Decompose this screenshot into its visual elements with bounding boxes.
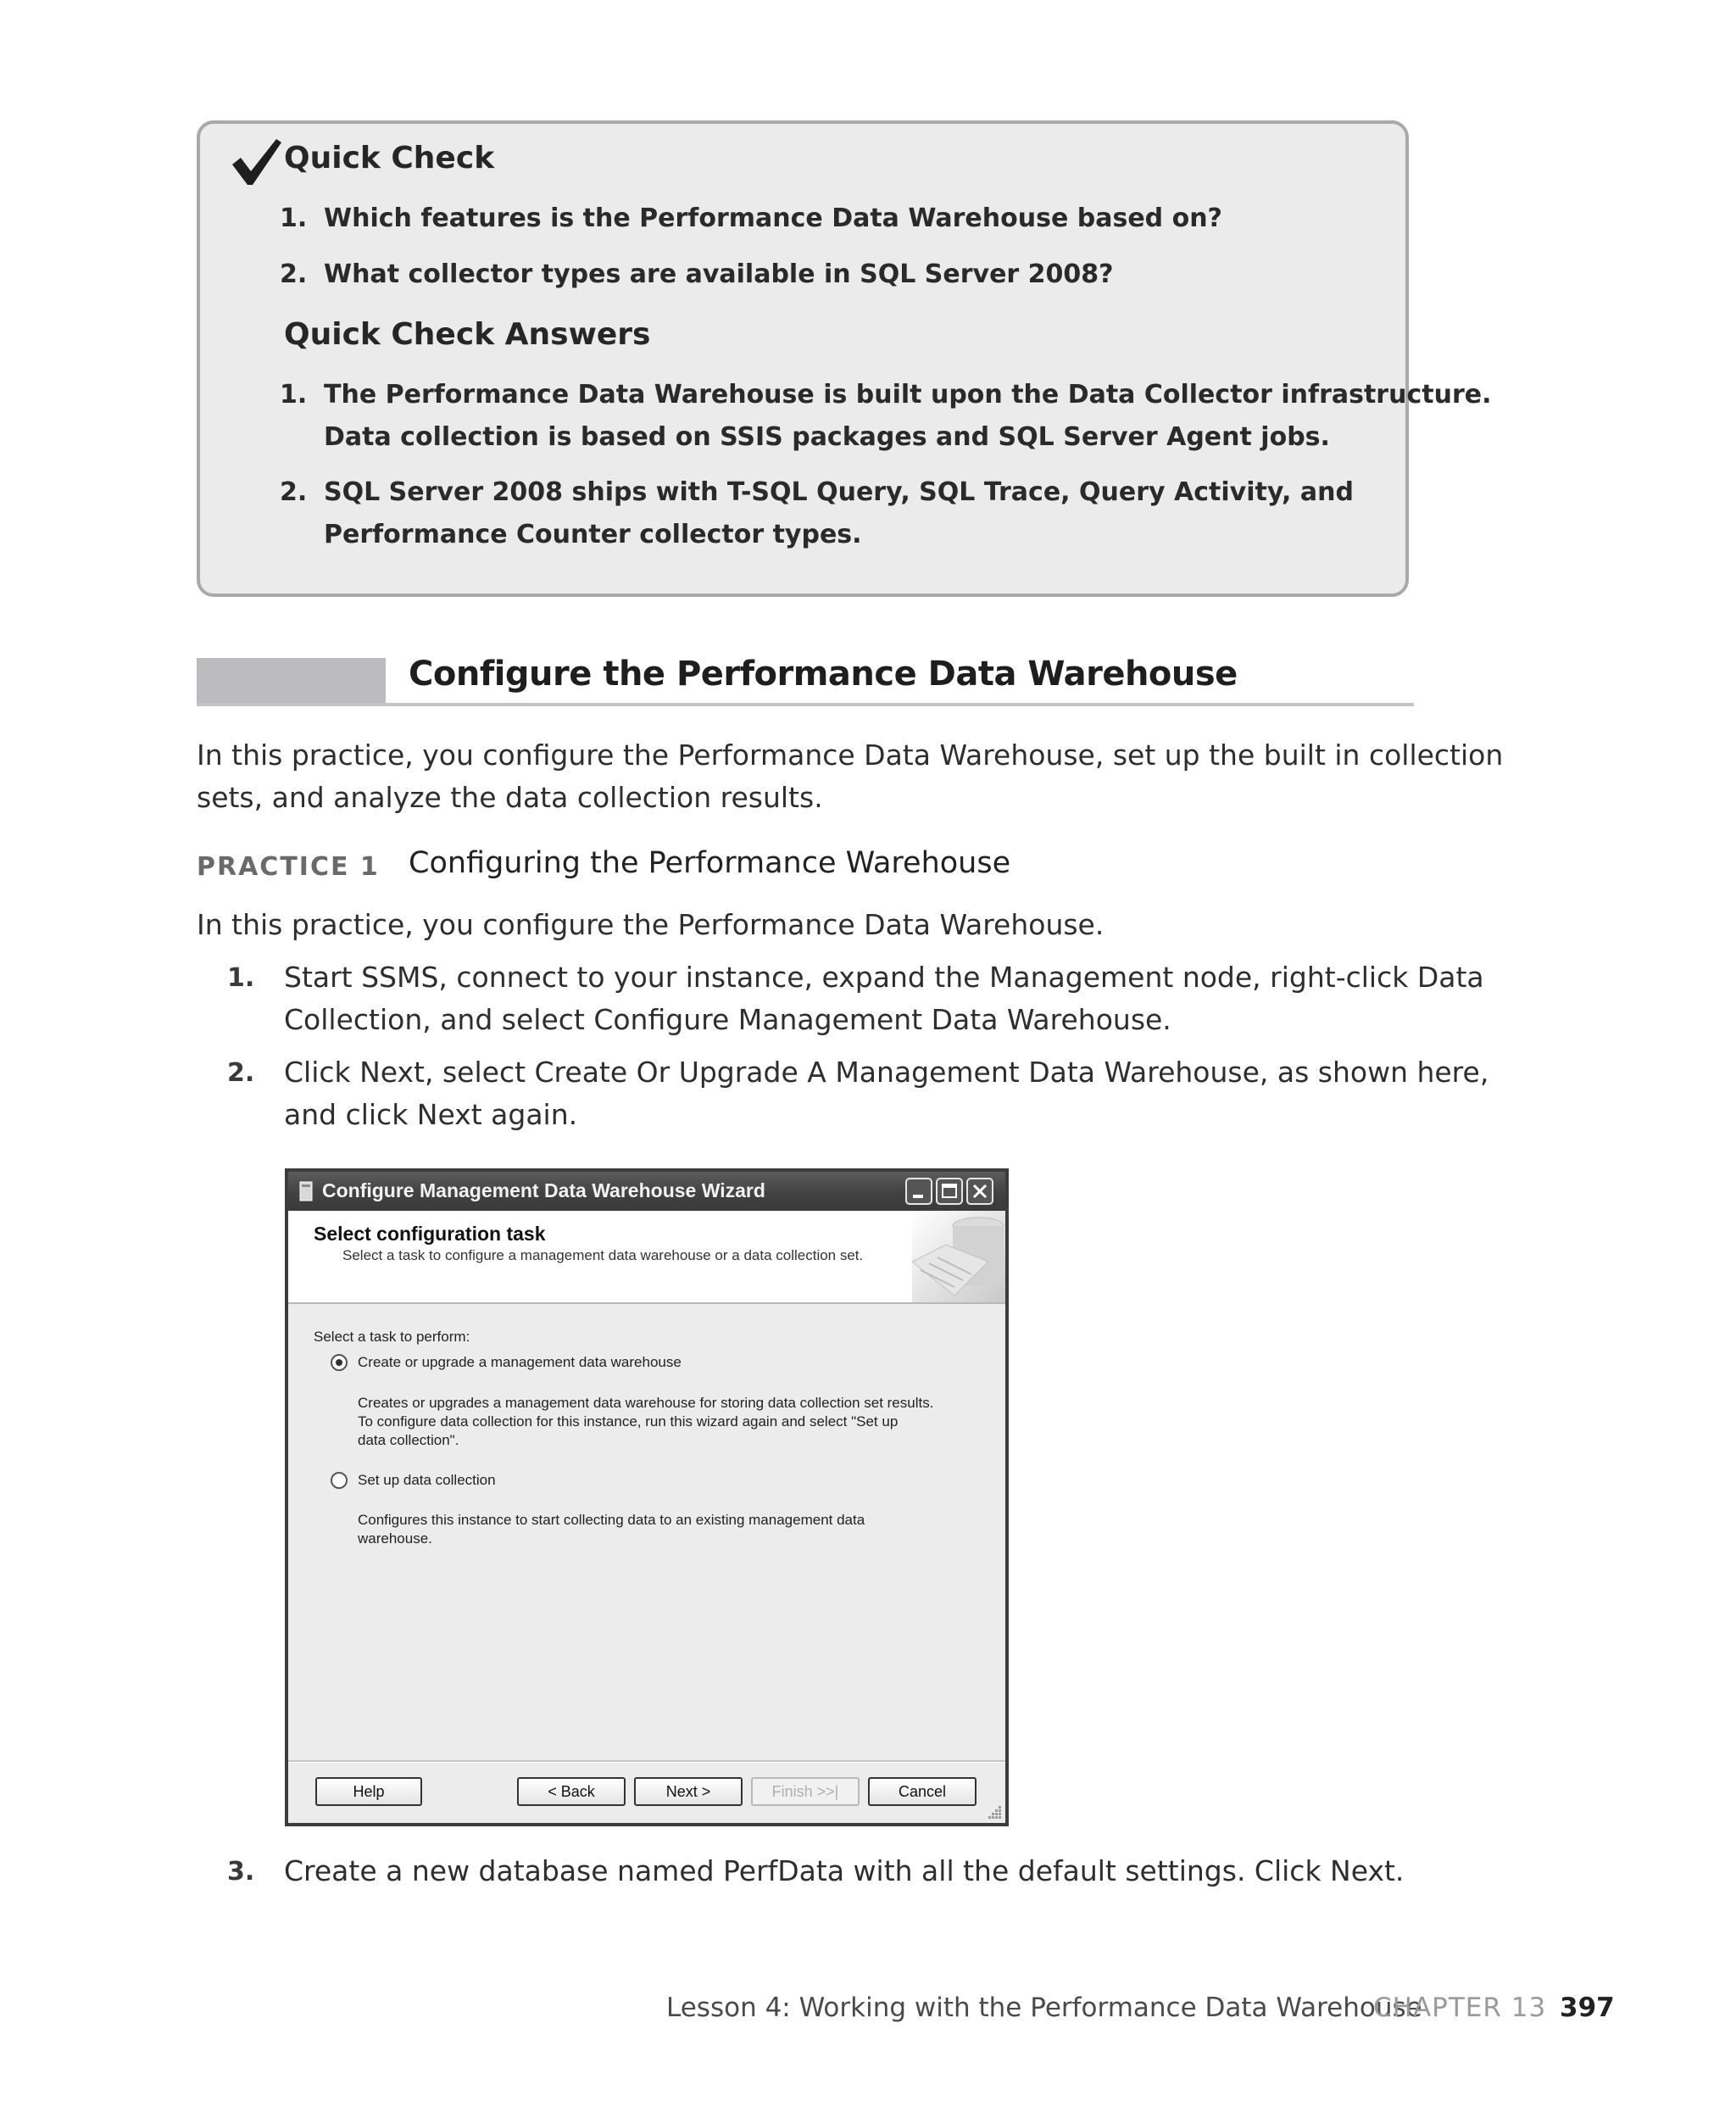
step-number: 1.	[227, 963, 255, 993]
wizard-header-description: Select a task to configure a management data warehouse or a data collection set.	[342, 1247, 864, 1263]
section-intro-line: In this practice, you configure the Performance Data Warehouse, set up the built in collection	[197, 739, 1504, 772]
answer-number: 1.	[280, 380, 308, 410]
cancel-button[interactable]: Cancel	[868, 1777, 976, 1806]
step-line: Start SSMS, connect to your instance, expand the Management node, right-click Data	[284, 961, 1484, 994]
question-text: What collector types are available in SQL Server 2008?	[324, 259, 1114, 289]
step-line: Click Next, select Create Or Upgrade A Management Data Warehouse, as shown here,	[284, 1056, 1489, 1089]
answer-line: Data collection is based on SSIS packages and SQL Server Agent jobs.	[324, 422, 1330, 452]
radio-selected-dot	[336, 1359, 342, 1366]
minimize-button[interactable]	[905, 1178, 932, 1205]
quick-check-answers-title: Quick Check Answers	[284, 317, 651, 352]
wizard-header-title: Select configuration task	[314, 1223, 546, 1245]
question-number: 1.	[280, 203, 308, 233]
page-number: 397	[1560, 1993, 1615, 2023]
step-number: 3.	[227, 1857, 255, 1887]
option-label-setup-collection[interactable]: Set up data collection	[358, 1472, 496, 1488]
back-button[interactable]: < Back	[517, 1777, 626, 1806]
close-button[interactable]	[966, 1178, 993, 1205]
practice-label: PRACTICE 1	[197, 852, 380, 882]
option-description-line: Creates or upgrades a management data warehouse for storing data collection set results.	[358, 1395, 934, 1411]
quick-check-title: Quick Check	[284, 141, 495, 176]
option-description-line: To configure data collection for this instance, run this wizard again and select "Set up	[358, 1413, 899, 1430]
option-description-line: warehouse.	[358, 1530, 432, 1547]
minimize-icon	[907, 1179, 931, 1203]
help-button[interactable]: Help	[315, 1777, 422, 1806]
section-intro-line: sets, and analyze the data collection results.	[197, 781, 823, 814]
step-line: Create a new database named PerfData with all the default settings. Click Next.	[284, 1854, 1405, 1887]
database-icon	[298, 1180, 314, 1202]
question-text: Which features is the Performance Data Warehouse based on?	[324, 203, 1222, 233]
footer-lesson: Lesson 4: Working with the Performance Data Warehouse	[666, 1993, 1422, 2023]
next-button[interactable]: Next >	[634, 1777, 743, 1806]
radio-create-upgrade[interactable]	[331, 1354, 348, 1371]
checkmark-icon	[229, 136, 285, 190]
practice-intro: In this practice, you configure the Performance Data Warehouse.	[197, 908, 1104, 941]
maximize-icon	[938, 1179, 961, 1203]
wizard-titlebar	[288, 1172, 1005, 1211]
option-description-line: data collection".	[358, 1432, 459, 1448]
answer-line: Performance Counter collector types.	[324, 520, 862, 549]
radio-setup-data-collection[interactable]	[331, 1472, 348, 1489]
option-label-create-upgrade[interactable]: Create or upgrade a management data warehouse	[358, 1354, 682, 1370]
section-header-bar	[197, 658, 386, 705]
footer-chapter: CHAPTER 13	[1373, 1993, 1547, 2023]
finish-button[interactable]: Finish >>|	[751, 1777, 860, 1806]
practice-title: Configuring the Performance Warehouse	[409, 846, 1011, 880]
wizard-banner-art	[912, 1211, 1005, 1302]
wizard-footer-divider	[288, 1760, 1005, 1763]
section-header-rule	[197, 703, 1414, 706]
wizard-window	[285, 1168, 1009, 1826]
question-number: 2.	[280, 259, 308, 289]
step-line: Collection, and select Configure Management Data Warehouse.	[284, 1003, 1171, 1036]
maximize-button[interactable]	[936, 1178, 963, 1205]
answer-number: 2.	[280, 477, 308, 507]
answer-line: The Performance Data Warehouse is built upon the Data Collector infrastructure.	[324, 380, 1492, 410]
answer-line: SQL Server 2008 ships with T-SQL Query, SQL Trace, Query Activity, and	[324, 477, 1354, 507]
section-title: Configure the Performance Data Warehouse	[409, 655, 1238, 694]
task-prompt: Select a task to perform:	[314, 1329, 470, 1345]
option-description-line: Configures this instance to start collecting data to an existing management data	[358, 1512, 865, 1528]
wizard-header	[288, 1211, 1005, 1304]
wizard-title: Configure Management Data Warehouse Wizard	[322, 1179, 765, 1201]
resize-grip-icon[interactable]	[987, 1804, 1002, 1820]
step-line: and click Next again.	[284, 1098, 578, 1131]
step-number: 2.	[227, 1058, 255, 1088]
close-icon	[968, 1179, 992, 1203]
